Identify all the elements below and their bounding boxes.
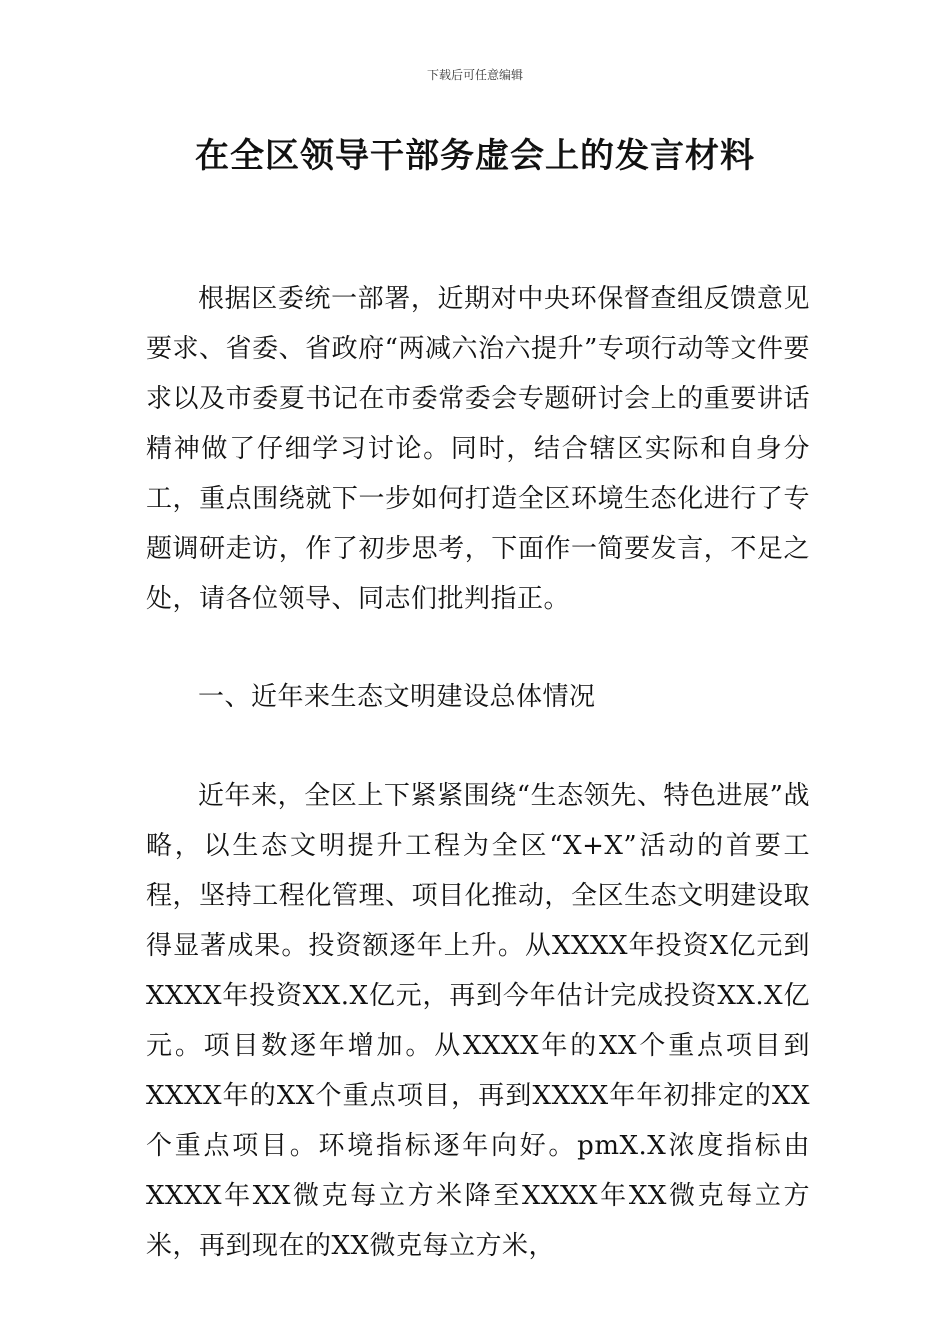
header-note: 下载后可任意编辑: [426, 68, 523, 82]
section-heading-1: 一、近年来生态文明建设总体情况: [198, 682, 596, 712]
document-title: 在全区领导干部务虚会上的发言材料: [195, 136, 755, 176]
intro-paragraph: 根据区委统一部署，近期对中央环保督查组反馈意见要求、省委、省政府“两减六治六提升”专项行动等文件要求以及市委夏书记在市委常委会专题研讨会上的重要讲话精神做了仔细学习讨论。同时，结合辖区实际和自身分工，重点围绕就下一步如何打造全区环境生态化进行了专题调研走访，作了初步思考，下面作一简要发言，不足之处，请各位领导、同志们批判指正。: [146, 284, 810, 614]
section-1-paragraph: 近年来，全区上下紧紧围绕“生态领先、特色进展”战略，以生态文明提升工程为全区“X+X”活动的首要工程，坚持工程化管理、项目化推动，全区生态文明建设取得显著成果。投资额逐年上升。从XXXX年投资X亿元到XXXX年投资XX.X亿元，再到今年估计完成投资XX.X亿元。项目数逐年增加。从XXXX年的XX个重点项目到XXXX年的XX个重点项目，再到XXXX年年初排定的XX个重点项目。环境指标逐年向好。pmX.X浓度指标由XXXX年XX微克每立方米降至XXXX年XX微克每立方米，再到现在的XX微克每立方米，: [146, 781, 810, 1261]
